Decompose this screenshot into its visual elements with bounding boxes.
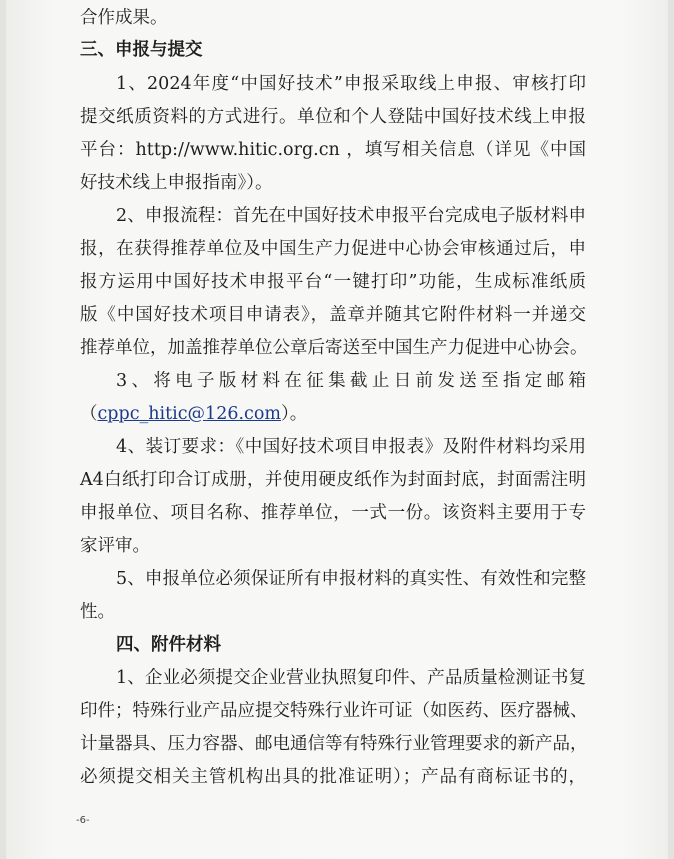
email-link[interactable]: cppc_hitic@126.com bbox=[97, 404, 281, 424]
p5-line-2: 性。 bbox=[80, 602, 115, 622]
p3-line-2 bbox=[80, 402, 586, 426]
p3-close-paren: ）。 bbox=[280, 404, 308, 424]
p1-line-2: 提交纸质资料的方式进行。单位和个人登陆中国好技术线上申报 bbox=[80, 107, 586, 127]
page-right-edge bbox=[668, 0, 674, 859]
p2-line-4: 版《中国好技术项目申请表》，盖章并随其它附件材料一并递交 bbox=[80, 305, 586, 325]
section-4-heading: 四、附件材料 bbox=[116, 635, 221, 655]
p6-line-3: 计量器具、压力容器、邮电通信等有特殊行业管理要求的新产品， bbox=[80, 734, 588, 754]
page-left-edge bbox=[0, 0, 6, 859]
p6-line-2: 印件；特殊行业产品应提交特殊行业许可证（如医药、医疗器械、 bbox=[80, 701, 588, 721]
p4-line-3: 申报单位、项目名称、推荐单位，一式一份。该资料主要用于专 bbox=[80, 503, 586, 523]
p2-line-3: 报方运用中国好技术申报平台“一键打印”功能，生成标准纸质 bbox=[80, 272, 586, 292]
p6-line-4: 必须提交相关主管机构出具的批准证明）；产品有商标证书的， bbox=[80, 767, 586, 787]
p1-line-4: 好技术线上申报指南》）。 bbox=[80, 173, 273, 193]
p4-line-1: 4、装订要求：《中国好技术项目申报表》及附件材料均采用 bbox=[116, 437, 586, 457]
p3-open-paren: （ bbox=[80, 404, 98, 424]
section-3-heading: 三、申报与提交 bbox=[80, 40, 203, 60]
p2-line-1: 2、申报流程：首先在中国好技术申报平台完成电子版材料申 bbox=[116, 206, 586, 226]
p2-line-2: 报，在获得推荐单位及中国生产力促进中心协会审核通过后，申 bbox=[80, 239, 586, 259]
p1-line-1: 1、2024年度“中国好技术”申报采取线上申报、审核打印 bbox=[116, 74, 586, 94]
p1-line-3: 平台：http://www.hitic.org.cn ，填写相关信息（详见《中国 bbox=[80, 140, 586, 160]
p6-line-1: 1、企业必须提交企业营业执照复印件、产品质量检测证书复 bbox=[116, 668, 586, 688]
p3-line-1: 3、将电子版材料在征集截止日前发送至指定邮箱 bbox=[116, 371, 586, 391]
p4-line-2: A4白纸打印合订成册，并使用硬皮纸作为封面封底，封面需注明 bbox=[80, 470, 586, 490]
top-fragment: 合作成果。 bbox=[80, 8, 168, 28]
p5-line-1: 5、申报单位必须保证所有申报材料的真实性、有效性和完整 bbox=[116, 569, 586, 589]
p4-line-4: 家评审。 bbox=[80, 536, 150, 556]
p2-line-5: 推荐单位，加盖推荐单位公章后寄送至中国生产力促进中心协会。 bbox=[80, 338, 588, 358]
page-number: -6- bbox=[76, 815, 90, 826]
